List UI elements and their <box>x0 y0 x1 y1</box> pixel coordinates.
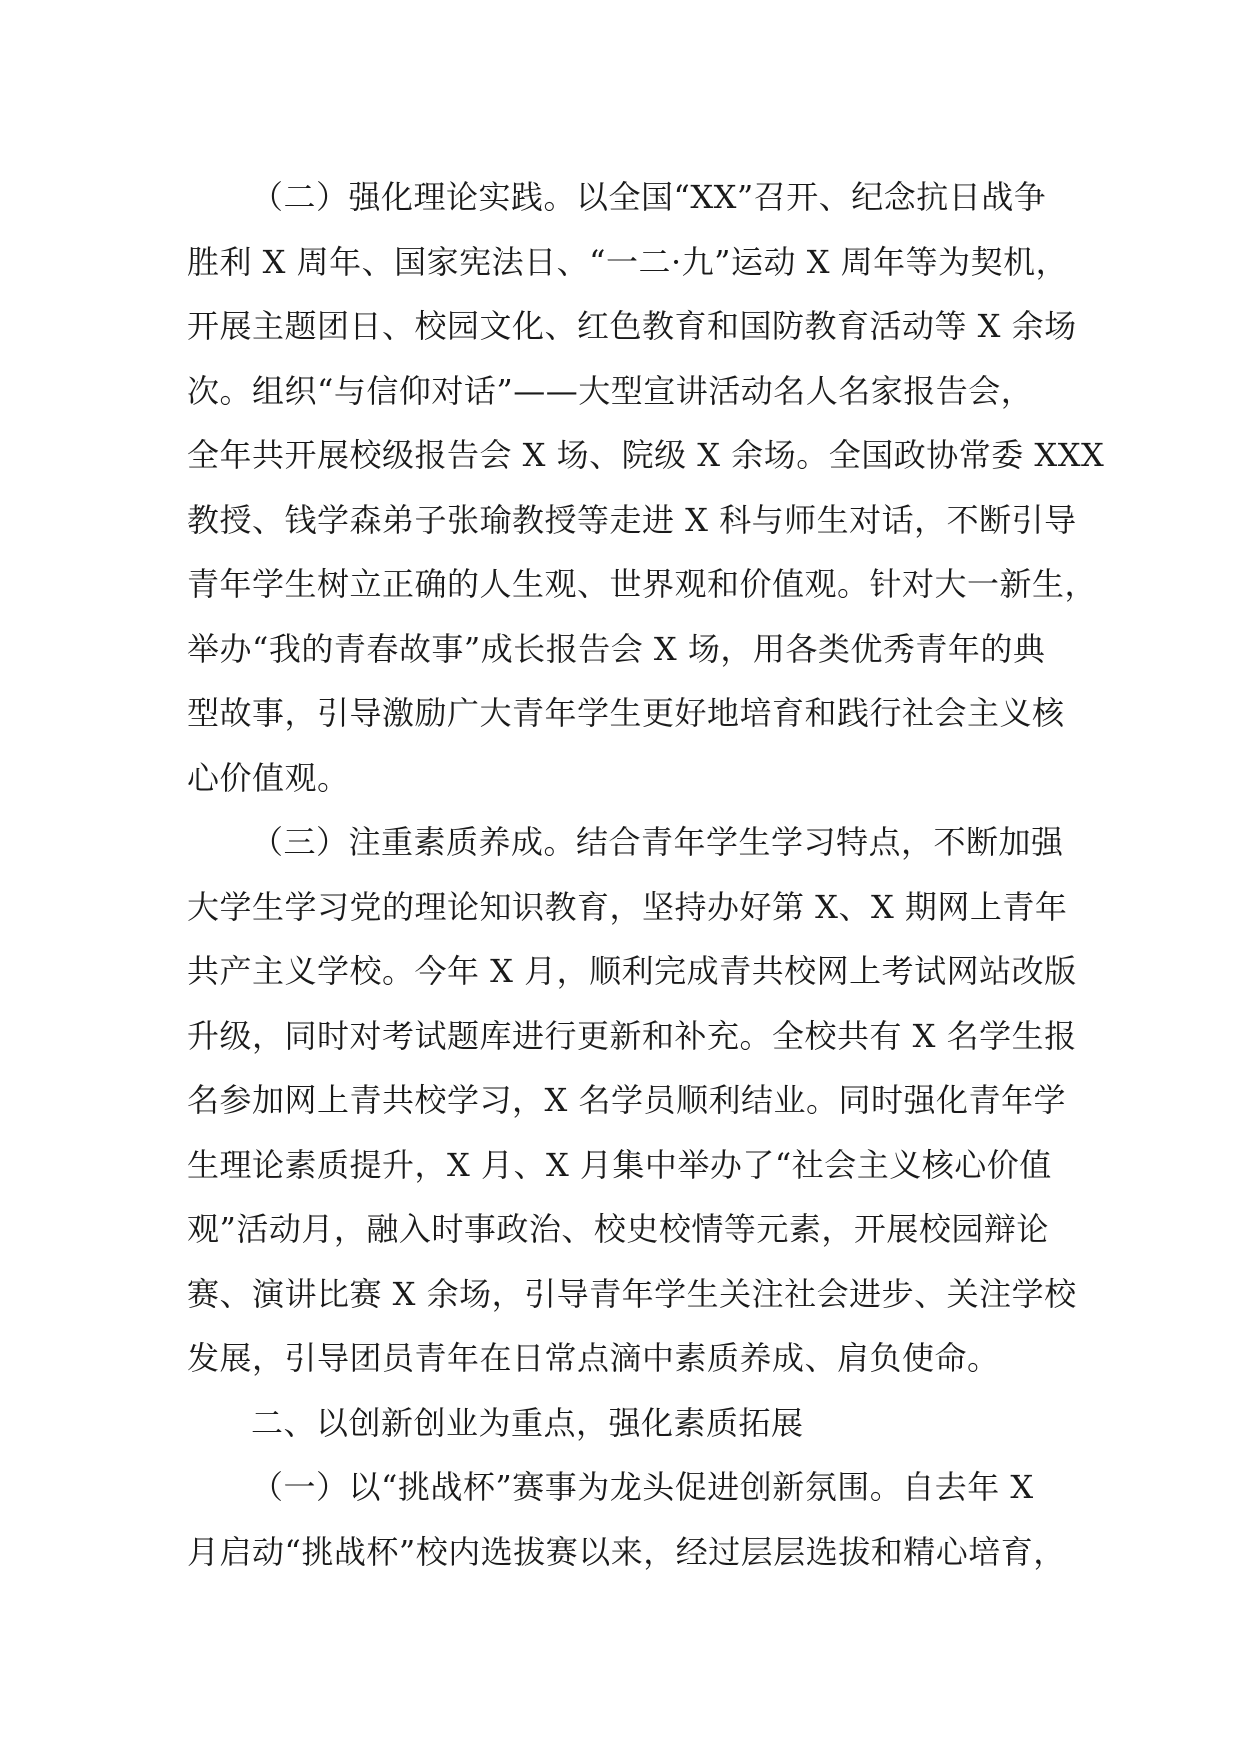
paragraph-line: 青年学生树立正确的人生观、世界观和价值观。针对大一新生， <box>187 565 1098 603</box>
section-heading: 二、以创新创业为重点，强化素质拓展 <box>251 1403 804 1442</box>
paragraph-line: 升级，同时对考试题库进行更新和补充。全校共有 X 名学生报 <box>187 1016 1077 1055</box>
paragraph-line: 胜利 X 周年、国家宪法日、“一二·九”运动 X 周年等为契机， <box>187 242 1069 281</box>
paragraph-line: 大学生学习党的理论知识教育，坚持办好第 X、X 期网上青年 <box>187 887 1068 926</box>
paragraph-line: 开展主题团日、校园文化、红色教育和国防教育活动等 X 余场 <box>187 307 1077 345</box>
document-body <box>187 165 1105 1584</box>
paragraph-line: 全年共开展校级报告会 X 场、院级 X 余场。全国政协常委 XXX <box>187 436 1105 474</box>
paragraph-line: （三）注重素质养成。结合青年学生学习特点，不断加强 <box>251 823 1064 861</box>
paragraph-line: 发展，引导团员青年在日常点滴中素质养成、肩负使命。 <box>187 1339 1000 1377</box>
paragraph-line: 名参加网上青共校学习，X 名学员顺利结业。同时强化青年学 <box>187 1081 1066 1119</box>
paragraph-line: 观”活动月，融入时事政治、校史校情等元素，开展校园辩论 <box>187 1210 1049 1248</box>
paragraph-line: 月启动“挑战杯”校内选拔赛以来，经过层层选拔和精心培育， <box>187 1532 1066 1571</box>
paragraph-line: 赛、演讲比赛 X 余场，引导青年学生关注社会进步、关注学校 <box>187 1274 1077 1313</box>
paragraph-line: 生理论素质提升，X 月、X 月集中举办了“社会主义核心价值 <box>187 1145 1052 1184</box>
paragraph-line: 心价值观。 <box>187 758 350 797</box>
paragraph-line: 共产主义学校。今年 X 月，顺利完成青共校网上考试网站改版 <box>187 952 1077 990</box>
paragraph-line: （二）强化理论实践。以全国“XX”召开、纪念抗日战争 <box>251 178 1047 216</box>
paragraph-line: （一）以“挑战杯”赛事为龙头促进创新氛围。自去年 X <box>251 1468 1034 1506</box>
paragraph-line: 次。组织“与信仰对话”——大型宣讲活动名人名家报告会， <box>187 371 1034 410</box>
paragraph-line: 教授、钱学森弟子张瑜教授等走进 X 科与师生对话，不断引导 <box>187 500 1077 539</box>
paragraph-line: 举办“我的青春故事”成长报告会 X 场，用各类优秀青年的典 <box>187 629 1046 668</box>
paragraph-line: 型故事，引导激励广大青年学生更好地培育和践行社会主义核 <box>187 694 1065 732</box>
